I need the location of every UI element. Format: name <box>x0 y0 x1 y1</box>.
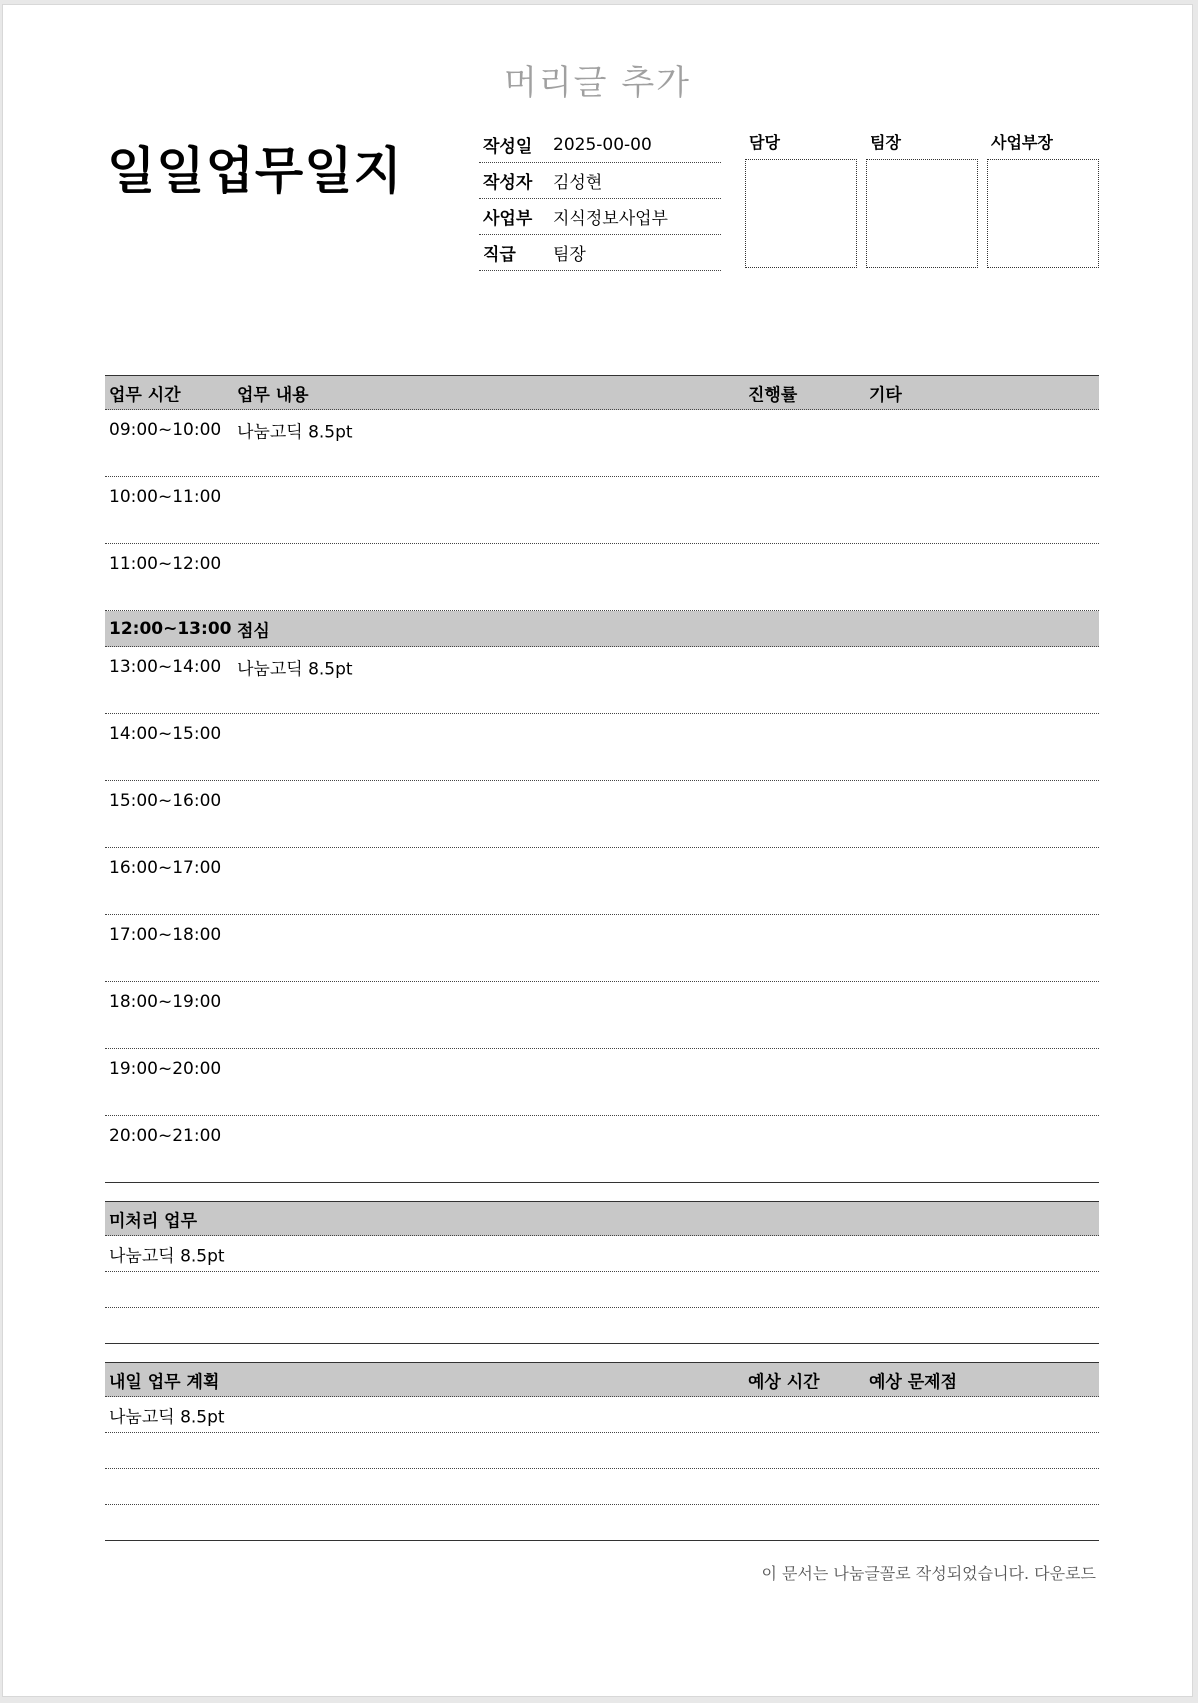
info-row <box>479 235 721 271</box>
col-progress-header: 진행률 <box>748 385 798 405</box>
approval-team-lead <box>866 125 978 268</box>
time-cell: 20:00~21:00 <box>109 1126 222 1146</box>
table-row <box>105 1049 1099 1116</box>
time-cell: 18:00~19:00 <box>109 992 222 1012</box>
table-row <box>105 647 1099 714</box>
table-row <box>105 410 1099 477</box>
time-cell: 12:00~13:00 <box>109 618 232 639</box>
table-row <box>105 1116 1099 1183</box>
approval-label: 사업부장 <box>991 133 1053 152</box>
schedule-header <box>105 375 1099 410</box>
list-item[interactable] <box>105 1505 1099 1541</box>
col-expected-issues-header: 예상 문제점 <box>869 1372 958 1392</box>
info-value: 김성현 <box>553 173 603 193</box>
time-cell: 16:00~17:00 <box>109 858 222 878</box>
info-value: 지식정보사업부 <box>553 209 668 229</box>
list-item[interactable] <box>105 1433 1099 1469</box>
time-cell: 15:00~16:00 <box>109 791 222 811</box>
signature-box <box>866 159 978 268</box>
col-time-header: 업무 시간 <box>109 385 181 405</box>
approval-label: 담당 <box>749 133 780 152</box>
time-cell: 09:00~10:00 <box>109 420 222 440</box>
info-key: 작성일 <box>483 137 533 157</box>
signature-box <box>745 159 857 268</box>
col-content-header: 업무 내용 <box>237 385 309 405</box>
list-item[interactable] <box>105 1272 1099 1308</box>
col-etc-header: 기타 <box>869 385 902 405</box>
content-cell[interactable]: 나눔고딕 8.5pt <box>237 659 353 680</box>
time-cell: 10:00~11:00 <box>109 487 222 507</box>
table-row <box>105 915 1099 982</box>
info-row <box>479 199 721 235</box>
time-cell: 14:00~15:00 <box>109 724 222 744</box>
table-row <box>105 848 1099 915</box>
table-row <box>105 781 1099 848</box>
header-placeholder[interactable]: 머리글 추가 <box>503 63 692 103</box>
list-item[interactable] <box>105 1308 1099 1344</box>
time-cell: 17:00~18:00 <box>109 925 222 945</box>
tomorrow-header <box>105 1362 1099 1397</box>
tomorrow-plan-table <box>105 1362 1099 1541</box>
approval-division-head <box>987 125 1099 268</box>
schedule-table <box>105 375 1099 1183</box>
pending-cell: 나눔고딕 8.5pt <box>109 1246 225 1266</box>
table-row <box>105 544 1099 611</box>
plan-cell: 나눔고딕 8.5pt <box>109 1407 225 1427</box>
info-key: 직급 <box>483 245 516 265</box>
info-row <box>479 127 721 163</box>
time-cell: 13:00~14:00 <box>109 657 222 677</box>
pending-table <box>105 1201 1099 1344</box>
approval-label: 팀장 <box>870 133 901 152</box>
content-cell[interactable]: 점심 <box>237 621 270 641</box>
table-row <box>105 477 1099 544</box>
col-plan-header: 내일 업무 계획 <box>109 1372 220 1392</box>
pending-header <box>105 1201 1099 1236</box>
list-item[interactable] <box>105 1236 1099 1272</box>
info-key: 사업부 <box>483 209 533 229</box>
approval-staff <box>745 125 857 268</box>
list-item[interactable] <box>105 1397 1099 1433</box>
info-value: 2025-00-00 <box>553 134 652 155</box>
footer-note[interactable]: 이 문서는 나눔글꼴로 작성되었습니다. 다운로드 <box>761 1564 1096 1583</box>
pending-header-label: 미처리 업무 <box>109 1211 198 1231</box>
document-page <box>2 4 1193 1697</box>
col-expected-time-header: 예상 시간 <box>748 1372 820 1392</box>
info-table <box>479 127 721 271</box>
content-cell[interactable]: 나눔고딕 8.5pt <box>237 422 353 443</box>
info-key: 작성자 <box>483 173 533 193</box>
table-row <box>105 714 1099 781</box>
document-title: 일일업무일지 <box>107 142 403 200</box>
list-item[interactable] <box>105 1469 1099 1505</box>
signature-box <box>987 159 1099 268</box>
lunch-row <box>105 611 1099 647</box>
time-cell: 11:00~12:00 <box>109 554 222 574</box>
time-cell: 19:00~20:00 <box>109 1059 222 1079</box>
table-row <box>105 982 1099 1049</box>
info-row <box>479 163 721 199</box>
info-value: 팀장 <box>553 245 586 265</box>
